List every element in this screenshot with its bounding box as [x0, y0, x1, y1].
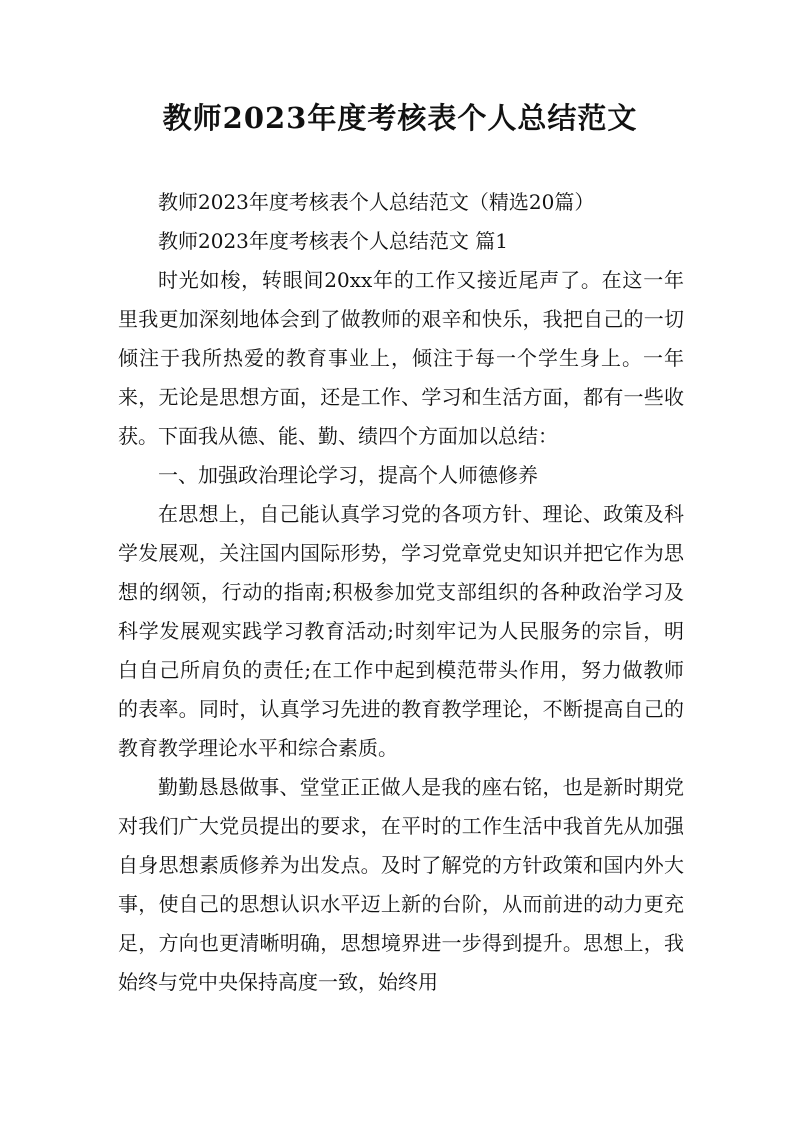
paragraph-subtitle: 教师2023年度考核表个人总结范文（精选20篇）: [158, 190, 595, 214]
paragraph-thought: 在思想上，自己能认真学习党的各项方针、理论、政策及科学发展观，关注国内国际形势，学习党章党史知识并把它作为思想的纲领，行动的指南;积极参加党支部组织的各种政治学习及科学发展观实践学习教育活动;时刻牢记为人民服务的宗旨，明白自己所肩负的责任;在工作中起到模范带头作用，努力做教师的表率。同时，认真学习先进的教育教学理论，不断提高自己的教育教学理论水平和综合素质。: [118, 502, 684, 760]
document-body: [118, 183, 684, 1002]
paragraph-motto: 勤勤恳恳做事、堂堂正正做人是我的座右铭，也是新时期党对我们广大党员提出的要求，在平时的工作生活中我首先从加强自身思想素质修养为出发点。及时了解党的方针政策和国内外大事，使自己的思想认识水平迈上新的台阶，从而前进的动力更充足，方向也更清晰明确，思想境界进一步得到提升。思想上，我始终与党中央保持高度一致，始终用: [118, 775, 684, 994]
paragraph-article-heading: 教师2023年度考核表个人总结范文 篇1: [158, 229, 508, 253]
document-title: 教师2023年度考核表个人总结范文: [162, 101, 638, 135]
paragraph-section-heading: 一、加强政治理论学习，提高个人师德修养: [158, 463, 538, 487]
paragraph-intro: 时光如梭，转眼间20xx年的工作又接近尾声了。在这一年里我更加深刻地体会到了做教师的艰辛和快乐，我把自己的一切倾注于我所热爱的教育事业上，倾注于每一个学生身上。一年来，无论是思想方面，还是工作、学习和生活方面，都有一些收获。下面我从德、能、勤、绩四个方面加以总结：: [118, 268, 684, 448]
